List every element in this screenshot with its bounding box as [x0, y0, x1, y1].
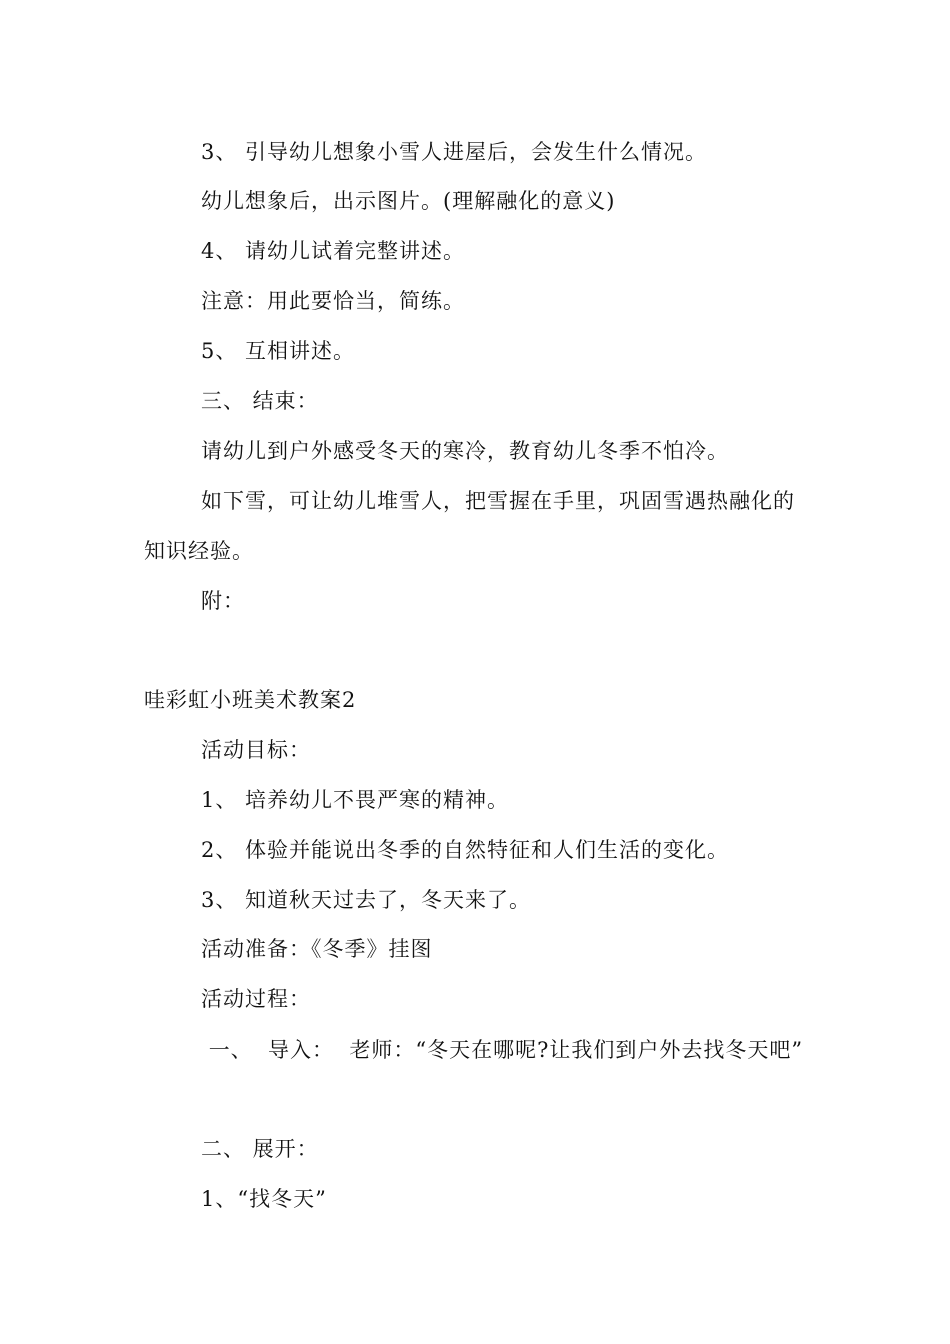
- note-text: 注意：用此要恰当，简练。: [201, 289, 465, 313]
- lesson-title: 哇彩虹小班美术教案2: [144, 688, 357, 712]
- section-3-ending: 三、 结束：: [201, 389, 319, 413]
- step-3-imagine-snowman: 3、 引导幼儿想象小雪人进屋后，会发生什么情况。: [201, 140, 708, 164]
- goal-1: 1、 培养幼儿不畏严寒的精神。: [201, 788, 510, 812]
- activity-preparation: 活动准备：《冬季》挂图: [201, 937, 433, 961]
- goal-2: 2、 体验并能说出冬季的自然特征和人们生活的变化。: [201, 838, 730, 862]
- appendix-label: 附：: [201, 589, 245, 613]
- outdoor-cold-text: 请幼儿到户外感受冬天的寒冷，教育幼儿冬季不怕冷。: [201, 439, 729, 463]
- find-winter-item: 1、“找冬天”: [201, 1187, 327, 1211]
- section-2-expand: 二、 展开：: [201, 1137, 319, 1161]
- show-picture-text: 幼儿想象后，出示图片。(理解融化的意义): [201, 189, 616, 213]
- activity-process-heading: 活动过程：: [201, 987, 311, 1011]
- step-4-retell: 4、 请幼儿试着完整讲述。: [201, 239, 466, 263]
- goal-3: 3、 知道秋天过去了，冬天来了。: [201, 888, 532, 912]
- step-5-mutual-retell: 5、 互相讲述。: [201, 339, 356, 363]
- intro-paragraph: 一、 导入： 老师：“冬天在哪呢?让我们到户外去找冬天吧”: [201, 1038, 804, 1062]
- activity-goals-heading: 活动目标：: [201, 738, 311, 762]
- snow-paragraph: 如下雪，可让幼儿堆雪人，把雪握在手里，巩固雪遇热融化的知识经验。: [144, 489, 795, 563]
